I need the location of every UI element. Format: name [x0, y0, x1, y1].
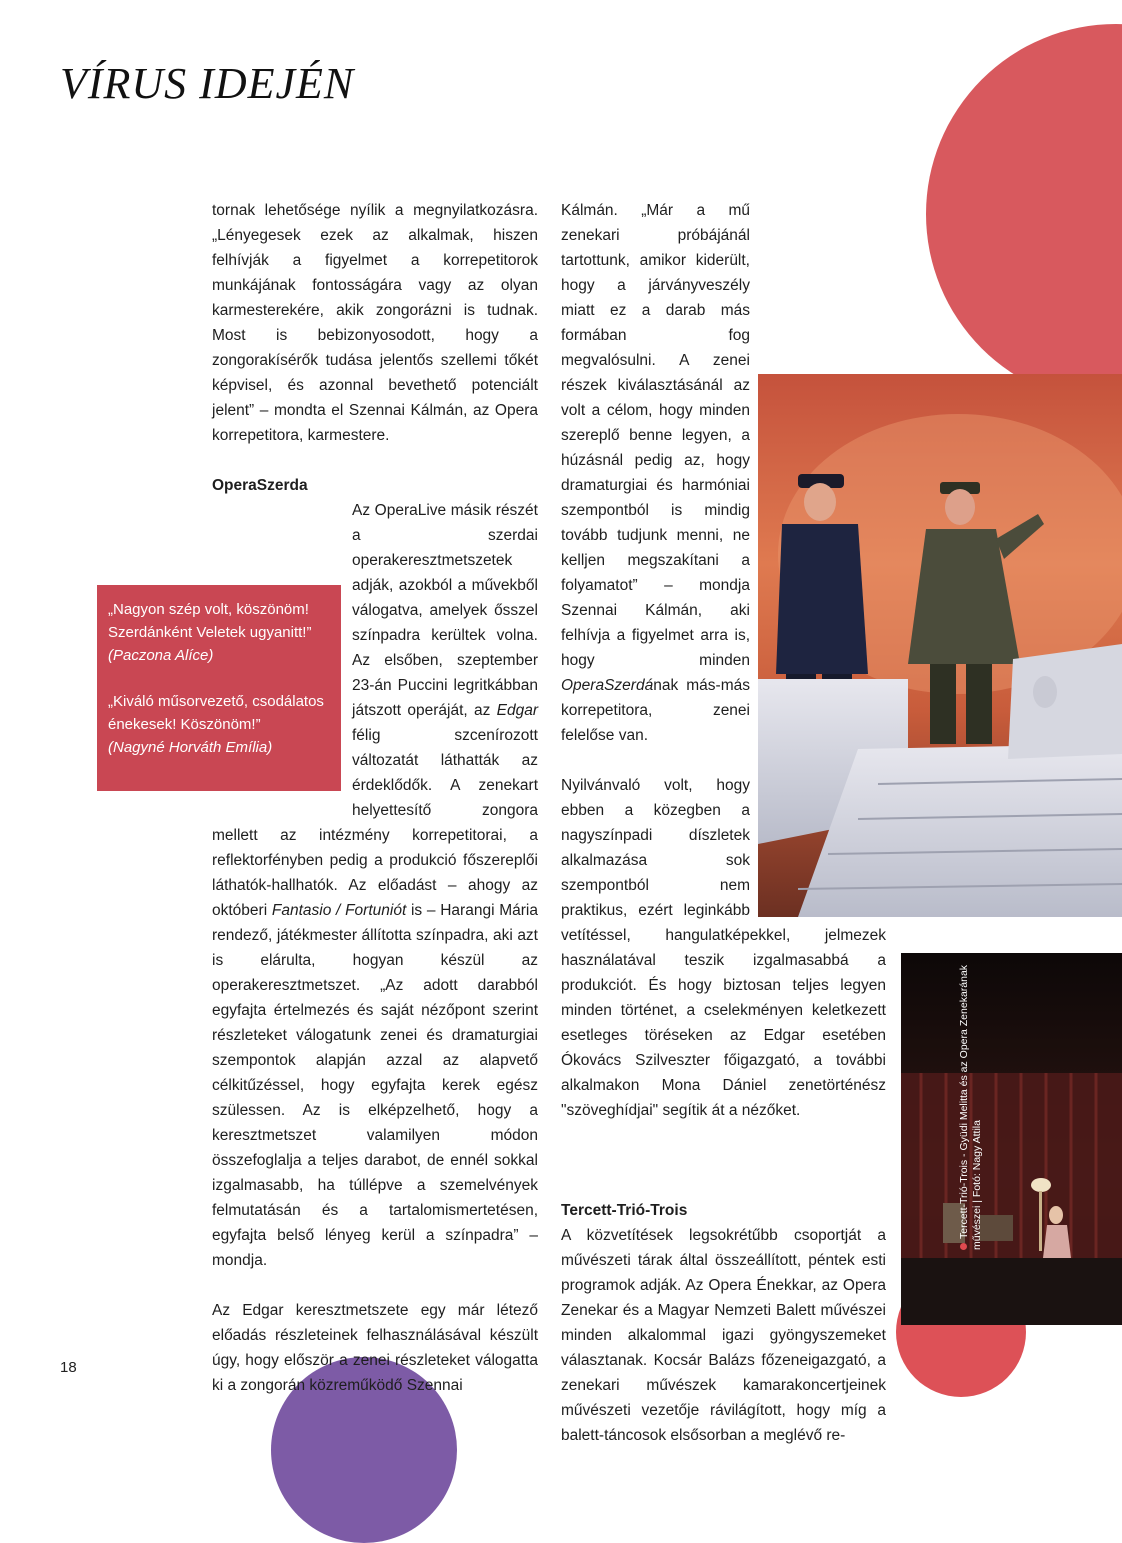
left-column — [212, 198, 538, 1398]
paragraph: Kálmán. „Már a mű zenekari próbájánál tartottunk, amikor kiderült, hogy a járványveszély miatt ez a darab más formában fog megvalósulni. A zenei részek kiválasztásánál az volt a célom, hogy minden szereplő benne legyen, a húzásnál pedig az, hogy dramaturgiai és harmóniai szempontból is mindig tovább tudjunk menni, ne kelljen megszakítani a folyamatot” – mondja Szennai Kálmán, aki felhívja a figyelmet arra is, hogy minden OperaSzerdának más-más korrepetitora, zenei felelőse van. — [561, 202, 750, 744]
tercett-stage-illustration — [901, 953, 1122, 1325]
paragraph: Az OperaLive másik részét a szerdai operakeresztmetszetek adják, azokból a művekből válogatva, amelyek ősszel színpadra kerültek volna. Az elsőben, szeptember 23-án Puccini legritkábban játszott operáját, az Edgar félig szcenírozott változatát láthatták az érdeklődők. A zenekart helyettesítő zongora mellett az intézmény korrepetitorai, a reflektorfényben pedig a produkció főszereplői láthatók-hallhatók. Az előadást – ahogy az októberi Fantasio / Fortuniót is – Harangi Mária rendező, játékmester állította színpadra, aki azt is elárulta, hogyan készül az operakeresztmetszet. „Az adott darabból egyfajta értelmezés és saját nézőpont szerint részleteket válogatunk zenei és dramaturgiai szempontok alapján azzal az alapvető célkitűzéssel, hogy egyfajta kerek egész szülessen. Az is elképzelhető, hogy a keresztmetszet valamilyen módon összefoglalja a teljes darabot, de ennél sokkal izgalmasabb, ha túllépve a szemelvények felmutatásán és a tartalomismertetésen, egyfajta belső lényeg kerül a színpadra” – mondja. — [212, 502, 538, 1269]
paragraph: A közvetítések legsokrétűbb csoportját a művészeti tárak által összeállított, péntek esti programok adják. Az Opera Énekkar, az Opera Zenekar és a Magyar Nemzeti Balett művészei minden alkalommal igazi gyöngyszemeket választanak. Kocsár Balázs főzeneigazgató, a zenekari művészek kamarakoncertjeinek művészeti vezetője rávilágított, hogy míg a balett-táncosok elsősorban a meglévő re- — [561, 1227, 886, 1444]
quote-text: „Kiváló műsorvezető, csodálatos énekesek! Köszönöm!” — [108, 693, 324, 733]
section-heading: OperaSzerda — [212, 477, 308, 494]
section-heading: Tercett-Trió-Trois — [561, 1202, 688, 1219]
tercett-photo — [901, 953, 1122, 1325]
quote-author: (Paczona Alíce) — [108, 647, 214, 664]
quote-author: (Nagyné Horváth Emília) — [108, 739, 273, 756]
decorative-circle-large — [926, 24, 1122, 404]
photo-caption: Tercett-Trió-Trois - Gyüdi Melitta és az Opera Zenekarának művészei | Fotó: Nagy Attila — [958, 964, 983, 1250]
page-number: 18 — [60, 1359, 77, 1376]
quote-text: „Nagyon szép volt, köszönöm! Szerdánként Veletek ugyanitt!” — [108, 601, 312, 641]
caption-bullet-icon — [960, 1243, 967, 1250]
paragraph: tornak lehetősége nyílik a megnyilatkozásra. „Lényegesek ezek az alkalmak, hiszen felhívják a figyelmet a korrepetitorok munkájának fontosságára vagy az olyan karmesterekére, akik zongorázni is tudnak. Most is bebizonyosodott, hogy a zongorakísérők tudása jelentős szellemi tőkét képvisel, és azonnal bevethető potenciált jelent” – mondta el Szennai Kálmán, az Opera korrepetitora, karmestere. — [212, 202, 538, 444]
page-title: VÍRUS IDEJÉN — [60, 59, 355, 108]
opera-stage-photo — [758, 374, 1122, 917]
opera-stage-illustration — [758, 374, 1122, 917]
reader-quotes-box — [97, 585, 341, 791]
paragraph: Nyilvánvaló volt, hogy ebben a közegben a nagyszínpadi díszletek alkalmazása sok szempontból nem praktikus, ezért leginkább vetítéssel, hangulatképekkel, jelmezek használatával teszik izgalmasabbá a produkciót. És hogy biztosan teljes legyen minden történet, a cselekményen keletkezett esetleges töréseken az Edgar esetében Ókovács Szilveszter főigazgató, a további alkalmakon Mona Dániel zenetörténész "szöveghídjai" segítik át a nézőket. — [561, 777, 886, 1119]
paragraph: Az Edgar keresztmetszete egy már létező előadás részleteinek felhasználásával készült úgy, hogy először a zenei részleteket válogatta ki a zongorán közreműködő Szennai — [212, 1302, 538, 1394]
